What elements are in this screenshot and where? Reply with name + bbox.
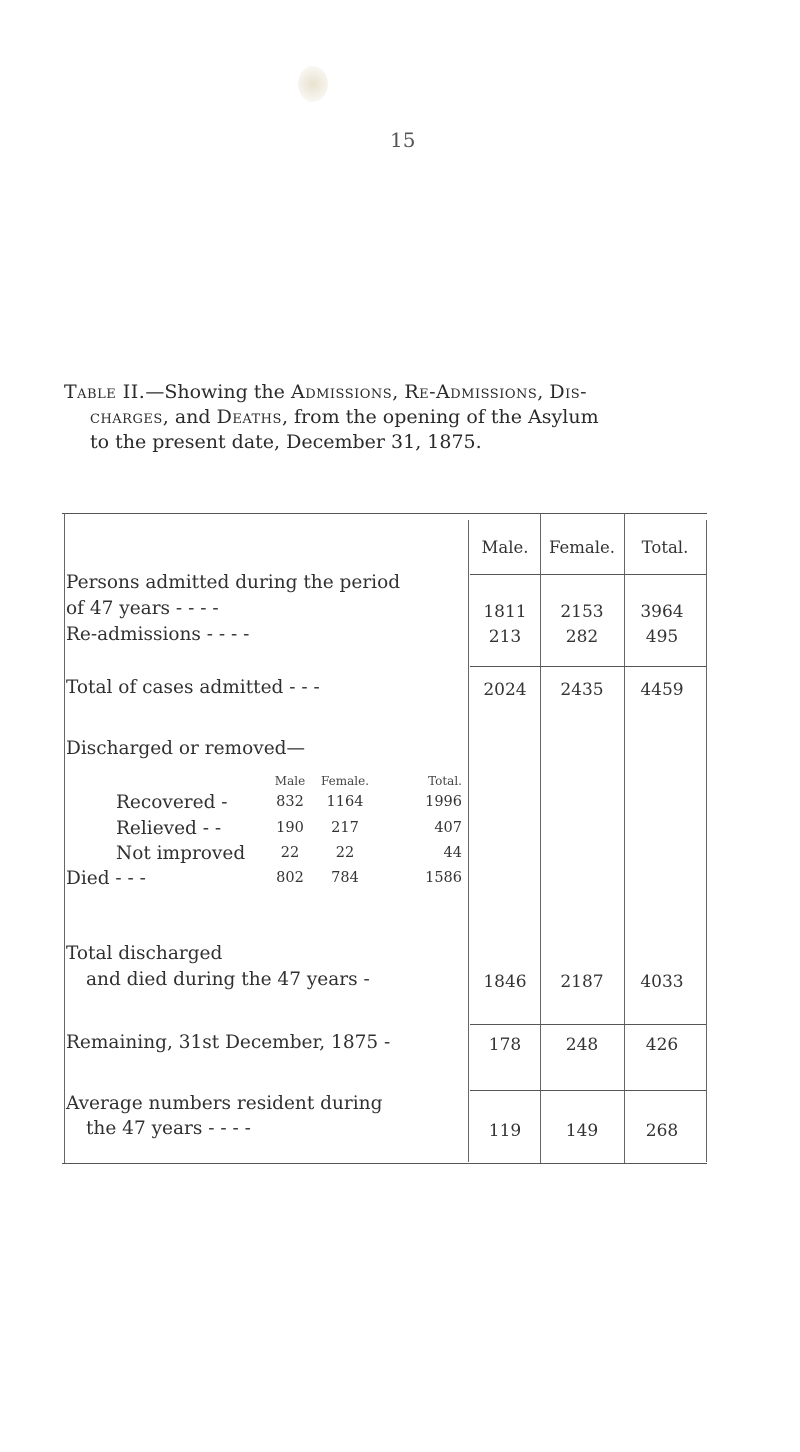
subcell-female: 784 bbox=[331, 870, 359, 886]
title-label: Table II. bbox=[64, 381, 146, 403]
table-title bbox=[64, 380, 764, 455]
subcell-male: 802 bbox=[276, 870, 304, 886]
title-charges: charges bbox=[90, 406, 163, 428]
page-number: 15 bbox=[390, 128, 416, 152]
title-text: , and bbox=[162, 406, 217, 428]
table-top-rule bbox=[62, 513, 707, 514]
cell-female: 2187 bbox=[560, 972, 604, 992]
table-left-rule bbox=[64, 513, 65, 1163]
table-bottom-rule bbox=[62, 1163, 707, 1164]
table-right-rule bbox=[706, 520, 707, 1162]
subcell-total: 44 bbox=[443, 845, 462, 861]
subcell-female: 1164 bbox=[326, 794, 364, 810]
header-female: Female. bbox=[548, 538, 616, 557]
title-text: —Showing the bbox=[145, 381, 291, 403]
title-admissions: Admissions bbox=[290, 381, 393, 403]
subcell-total: 407 bbox=[434, 820, 462, 836]
remaining-rule bbox=[470, 1090, 706, 1091]
subheader-total: Total. bbox=[428, 774, 462, 788]
subtotal-rule bbox=[470, 666, 706, 667]
subcell-male: 22 bbox=[280, 845, 300, 861]
title-text: , from the opening of the Asylum bbox=[281, 406, 599, 428]
subcell-male: 190 bbox=[276, 820, 304, 836]
cell-female: 2153 bbox=[560, 602, 604, 622]
row-label: Remaining, 31st December, 1875 - bbox=[66, 1032, 391, 1053]
title-dis: Dis- bbox=[549, 381, 588, 403]
row-label: Average numbers resident during bbox=[66, 1093, 383, 1114]
paper-stain bbox=[298, 66, 328, 102]
cell-female: 2435 bbox=[560, 680, 604, 700]
subrow-label: Not improved bbox=[116, 843, 246, 864]
cell-total: 3964 bbox=[640, 602, 684, 622]
subcell-total: 1586 bbox=[425, 870, 462, 886]
cell-male: 213 bbox=[488, 627, 522, 647]
cell-female: 282 bbox=[565, 627, 599, 647]
subrow-label: Died - - - bbox=[66, 868, 146, 889]
cell-female: 149 bbox=[565, 1121, 599, 1141]
subheader-male: Male bbox=[274, 774, 306, 788]
subheader-female: Female. bbox=[320, 774, 370, 788]
discharged-rule bbox=[470, 1024, 706, 1025]
subrow-label: Relieved - - bbox=[116, 818, 222, 839]
row-label: Total discharged bbox=[66, 943, 223, 964]
row-label: the 47 years - - - - bbox=[86, 1118, 251, 1139]
header-male: Male. bbox=[481, 538, 529, 557]
title-line3: to the present date, December 31, 1875. bbox=[90, 431, 482, 453]
title-readmissions: Re-Admissions bbox=[404, 381, 538, 403]
title-deaths: Deaths bbox=[216, 406, 282, 428]
cell-male: 119 bbox=[488, 1121, 522, 1141]
cell-female: 248 bbox=[565, 1035, 599, 1055]
section-heading: Discharged or removed— bbox=[66, 738, 305, 759]
subcell-male: 832 bbox=[276, 794, 304, 810]
cell-total: 4033 bbox=[640, 972, 684, 992]
row-label: Total of cases admitted - - - bbox=[66, 677, 320, 698]
header-rule bbox=[470, 574, 706, 575]
subrow-label: Recovered - bbox=[116, 792, 228, 813]
cell-male: 1846 bbox=[483, 972, 527, 992]
cell-total: 268 bbox=[645, 1121, 679, 1141]
row-label: and died during the 47 years - bbox=[86, 969, 370, 990]
cell-male: 178 bbox=[488, 1035, 522, 1055]
row-label: Persons admitted during the period bbox=[66, 572, 401, 593]
subcell-female: 22 bbox=[335, 845, 355, 861]
cell-male: 1811 bbox=[483, 602, 527, 622]
title-comma: , bbox=[537, 381, 550, 403]
cell-total: 495 bbox=[645, 627, 679, 647]
subcell-total: 1996 bbox=[425, 794, 462, 810]
row-label: Re-admissions - - - - bbox=[66, 624, 250, 645]
cell-male: 2024 bbox=[483, 680, 527, 700]
row-label: of 47 years - - - - bbox=[66, 598, 219, 619]
cell-total: 4459 bbox=[640, 680, 684, 700]
title-comma: , bbox=[392, 381, 405, 403]
cell-total: 426 bbox=[645, 1035, 679, 1055]
subcell-female: 217 bbox=[331, 820, 359, 836]
header-total: Total. bbox=[641, 538, 689, 557]
